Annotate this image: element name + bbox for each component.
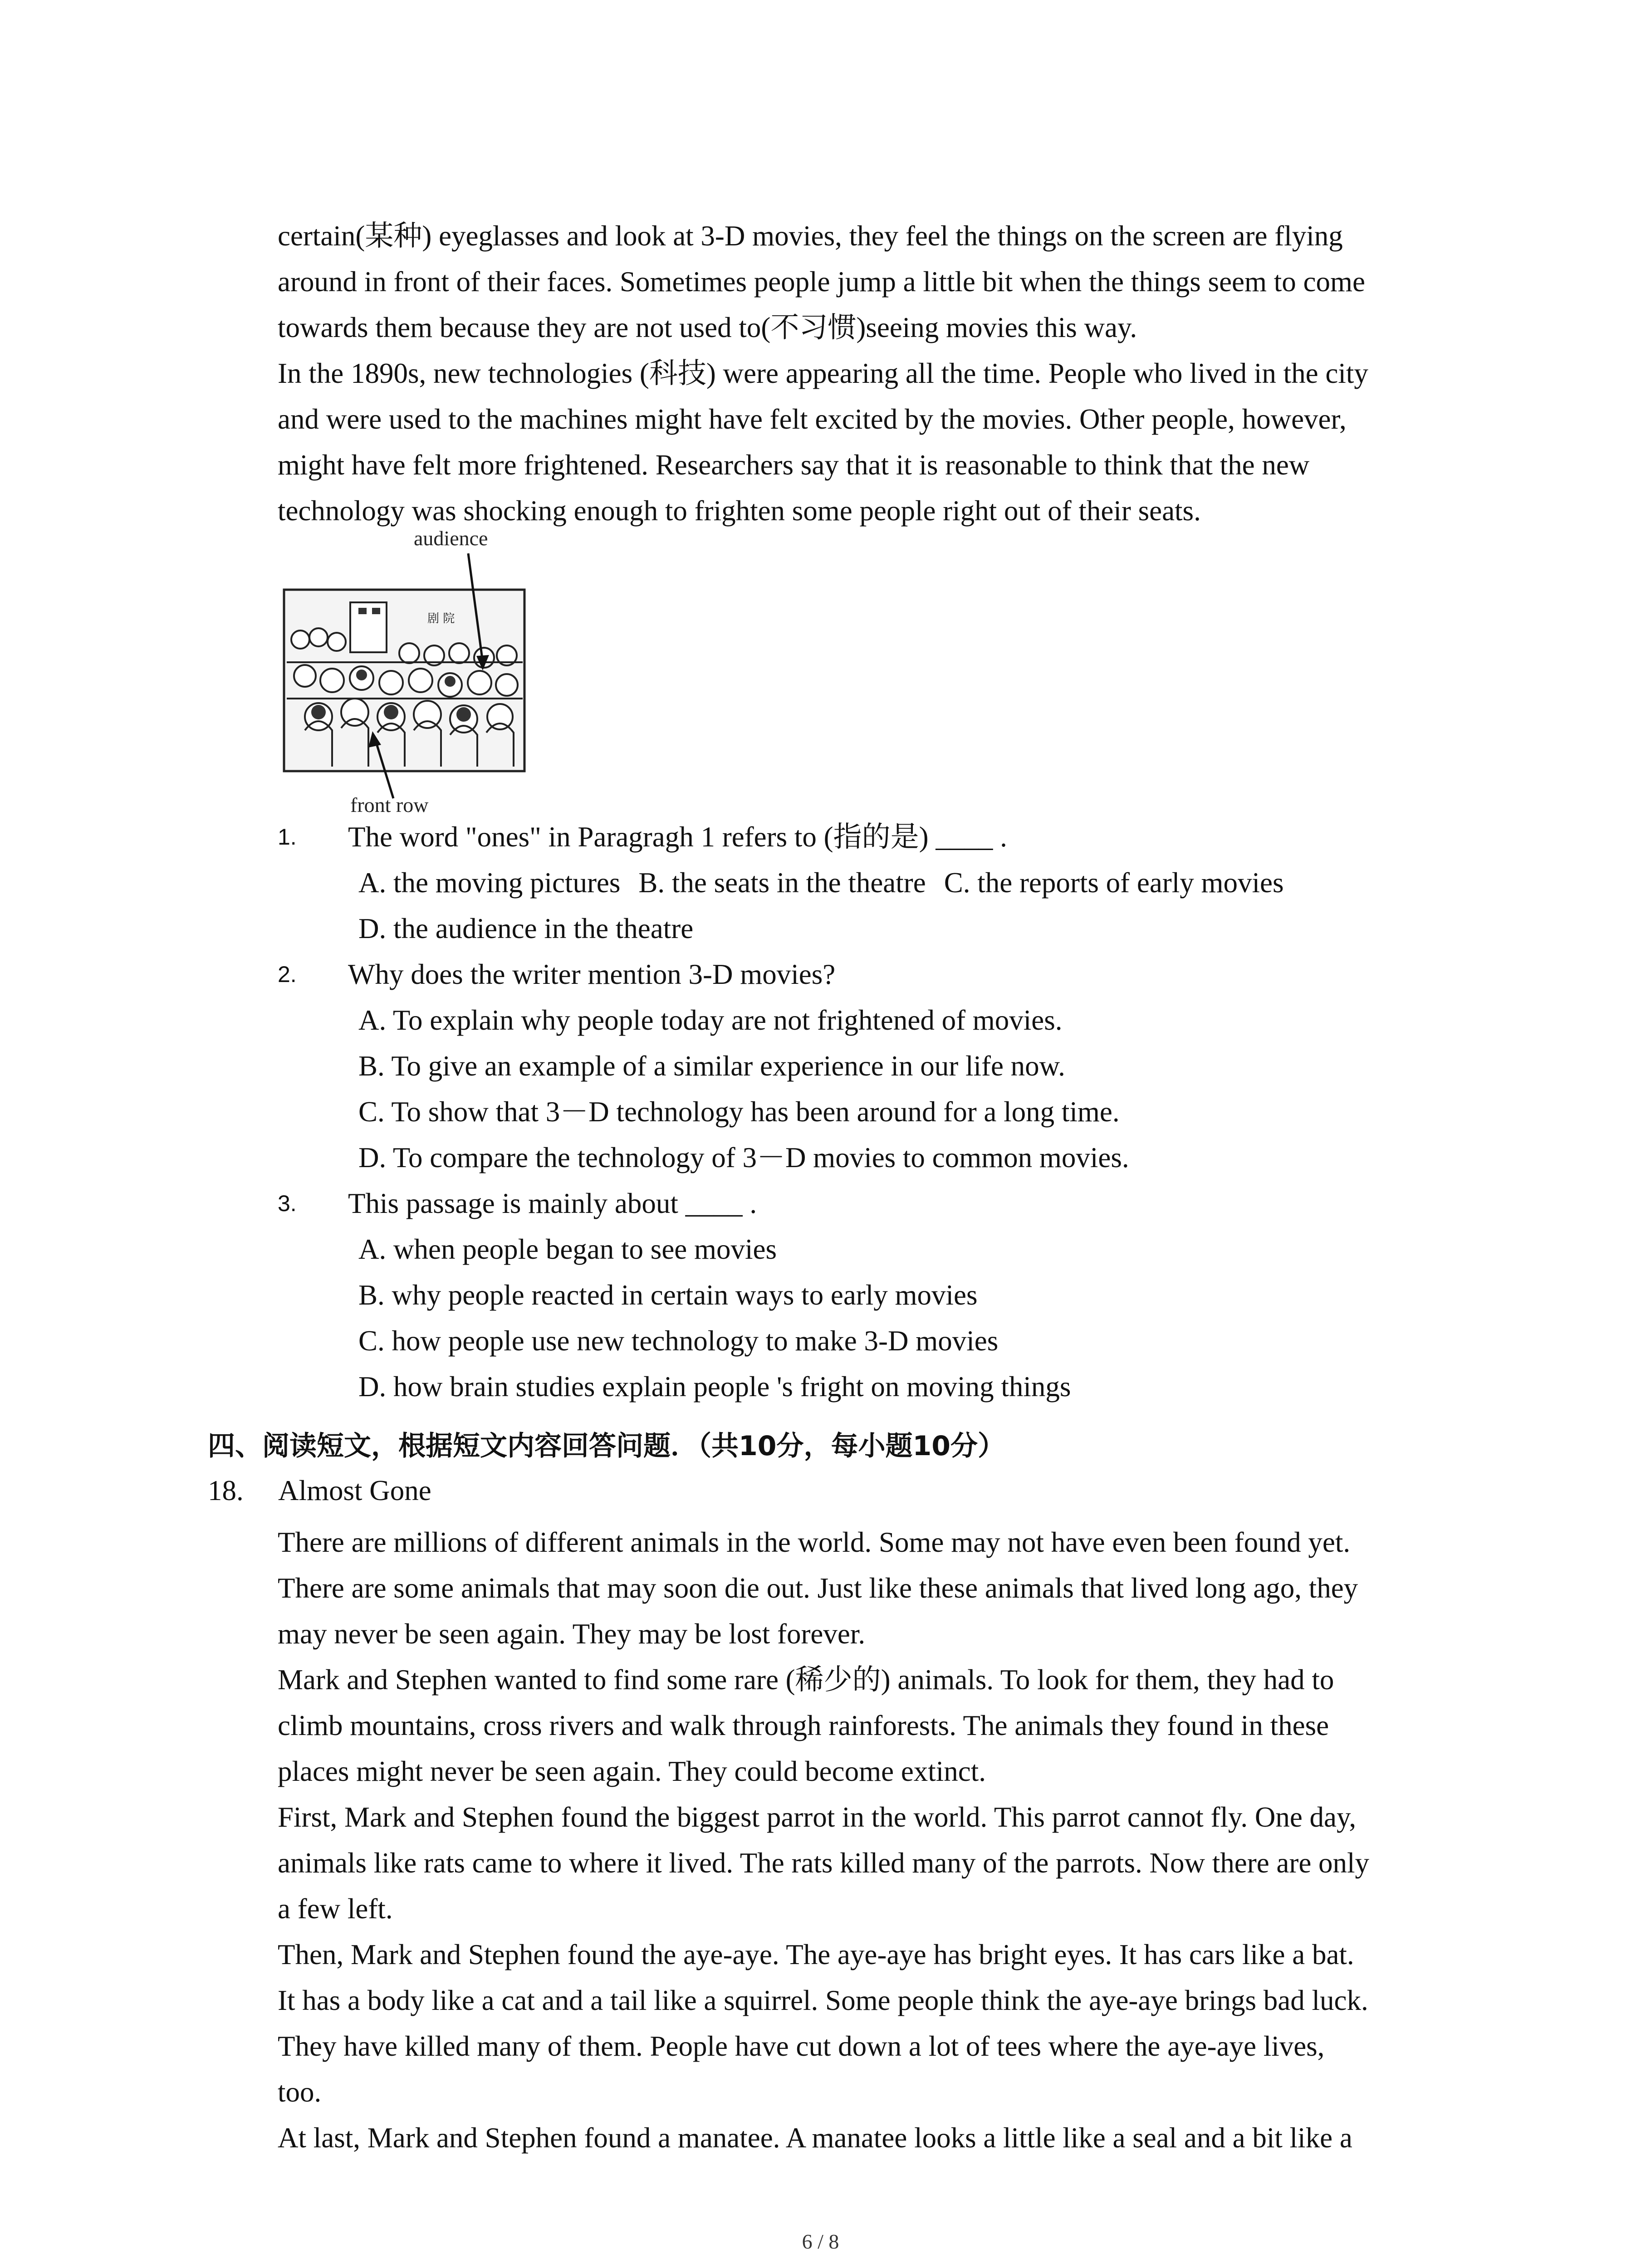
question-number: 1.: [278, 824, 297, 850]
passage-line: In the 1890s, new technologies (科技) were appearing all the time. People who lived in the city: [278, 357, 1368, 389]
passage-line: It has a body like a cat and a tail like a squirrel. Some people think the aye-aye brings bad luck.: [278, 1984, 1368, 2016]
figure-label-audience: audience: [414, 527, 488, 550]
passage-line: and were used to the machines might have felt excited by the movies. Other people, however,: [278, 403, 1347, 435]
option-row: [278, 1364, 1457, 1410]
passage-line: animals like rats came to where it lived. The rats killed many of the parrots. Now there are only: [278, 1847, 1370, 1879]
option-d[interactable]: D. To compare the technology of 3－D movies to common movies.: [358, 1142, 1129, 1173]
option-row: [278, 997, 1457, 1043]
passage-line: At last, Mark and Stephen found a manatee. A manatee looks a little like a seal and a bit like a: [278, 2122, 1352, 2154]
option-row: [278, 860, 1457, 906]
passage-line: places might never be seen again. They could become extinct.: [278, 1755, 986, 1787]
question-list: [278, 814, 1457, 1410]
option-b[interactable]: B. the seats in the theatre: [638, 867, 926, 899]
question-number: 3.: [278, 1191, 297, 1216]
passage-line: climb mountains, cross rivers and walk through rainforests. The animals they found in these: [278, 1710, 1329, 1741]
option-row: [278, 1135, 1457, 1181]
passage-line: too.: [278, 2076, 322, 2108]
option-b[interactable]: B. To give an example of a similar experience in our life now.: [358, 1050, 1065, 1082]
passage-line: There are some animals that may soon die out. Just like these animals that lived long ago, they: [278, 1572, 1358, 1604]
option-row: [278, 1318, 1457, 1364]
screen-text: 剧 院: [427, 612, 455, 626]
question-number: 18.: [208, 1475, 244, 1506]
option-row: [278, 1272, 1457, 1318]
question-18-title: [208, 1474, 431, 1507]
figure-label-front-row: front row: [350, 793, 429, 816]
question-text: Why does the writer mention 3-D movies?: [348, 958, 836, 990]
option-a[interactable]: A. when people began to see movies: [358, 1233, 777, 1265]
passage-line: might have felt more frightened. Researchers say that it is reasonable to think that the new: [278, 449, 1310, 481]
section-heading: 四、阅读短文，根据短文内容回答问题．（共10分，每小题10分）: [208, 1430, 1005, 1462]
passage-line: may never be seen again. They may be lost forever.: [278, 1618, 866, 1650]
question-3: [278, 1181, 1457, 1227]
option-a[interactable]: A. To explain why people today are not frightened of movies.: [358, 1004, 1063, 1036]
passage-2: [278, 1520, 1457, 2161]
passage-line: technology was shocking enough to frighten some people right out of their seats.: [278, 495, 1201, 527]
passage-line: Mark and Stephen wanted to find some rare (稀少的) animals. To look for them, they had to: [278, 1664, 1334, 1696]
question-text: The word "ones" in Paragragh 1 refers to (指的是) ____ .: [348, 821, 1007, 853]
passage-line: There are millions of different animals in the world. Some may not have even been found yet.: [278, 1526, 1351, 1558]
option-c[interactable]: C. how people use new technology to make 3-D movies: [358, 1325, 999, 1357]
option-b[interactable]: B. why people reacted in certain ways to early movies: [358, 1279, 978, 1311]
option-row: [278, 906, 1457, 952]
question-number: 2.: [278, 962, 297, 987]
question-1: [278, 814, 1457, 860]
question-text: This passage is mainly about ____ .: [348, 1188, 757, 1219]
option-row: [278, 1089, 1457, 1135]
option-row: [278, 1227, 1457, 1272]
passage-line: around in front of their faces. Sometimes people jump a little bit when the things seem to come: [278, 266, 1365, 298]
option-d[interactable]: D. the audience in the theatre: [358, 913, 694, 944]
option-c[interactable]: C. the reports of early movies: [944, 867, 1284, 899]
option-row: [278, 1043, 1457, 1089]
page-number: 6 / 8: [802, 2230, 839, 2253]
passage-line: towards them because they are not used to(不习惯)seeing movies this way.: [278, 312, 1137, 343]
theatre-drawing: [278, 526, 550, 816]
passage-line: They have killed many of them. People have cut down a lot of tees where the aye-aye lives,: [278, 2030, 1325, 2062]
question-2: [278, 952, 1457, 997]
option-c[interactable]: C. To show that 3－D technology has been around for a long time.: [358, 1096, 1120, 1128]
passage-line: Then, Mark and Stephen found the aye-aye. The aye-aye has bright eyes. It has cars like a bat.: [278, 1939, 1354, 1970]
option-a[interactable]: A. the moving pictures: [358, 867, 621, 899]
option-d[interactable]: D. how brain studies explain people 's fright on moving things: [358, 1371, 1071, 1403]
passage-title: Almost Gone: [278, 1475, 431, 1506]
passage-1: [278, 213, 1457, 534]
theatre-illustration: [278, 526, 550, 816]
passage-line: First, Mark and Stephen found the biggest parrot in the world. This parrot cannot fly. One day,: [278, 1801, 1357, 1833]
passage-line: certain(某种) eyeglasses and look at 3-D movies, they feel the things on the screen are flying: [278, 220, 1343, 252]
passage-line: a few left.: [278, 1893, 393, 1925]
